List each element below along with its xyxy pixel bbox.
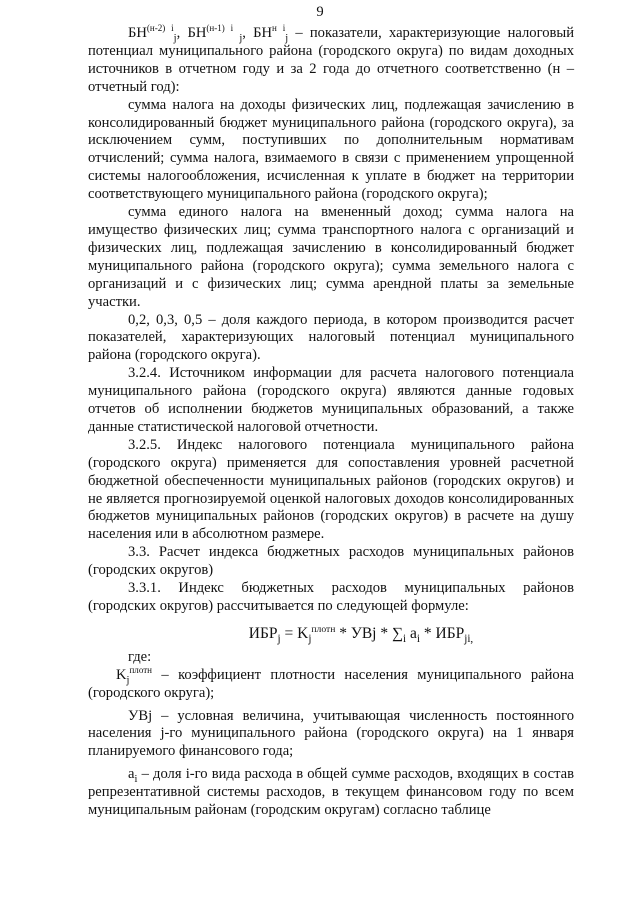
paragraph-period-shares: 0,2, 0,3, 0,5 – доля каждого периода, в котором производится расчет показателей, характеризующих налоговый потенциал муниципального района (городского округа).	[88, 311, 574, 364]
document-body	[88, 25, 574, 820]
symbol-bn-n1: $БН^{(н-1)}$ $^i$ $_j$	[187, 23, 243, 44]
paragraph-income-tax: сумма налога на доходы физических лиц, подлежащая зачислению в консолидированный бюджет муниципального района (городского округа), за исключением сумм, поступивших по дополнительным нормативам отчислений; сумма налога, взимаемого в связи с применением упрощенной системы налогообложения, исчисленная к уплате в бюджет на территории соответствующего муниципального района (городского округа);	[88, 96, 574, 203]
symbol-bn-n: $БН^н$ $^i_j$	[253, 23, 289, 44]
page-number: 9	[316, 4, 324, 20]
formula-ibr: $ИБР_j = K_j^{плотн}$ * УВj * $\sum_i$ $a_i * ИБР_{ji,}$	[248, 623, 474, 645]
paragraph-imputed-tax: сумма единого налога на вмененный доход; сумма налога на имущество физических лиц; сумма транспортного налога с организаций и физических лиц, подлежащая зачислению в консолидированный бюджет муниципального района (городского округа); сумма земельного налога с организаций и с физических лиц; сумма арендной платы за земельные участки.	[88, 204, 574, 310]
paragraph-3-3: 3.3. Расчет индекса бюджетных расходов муниципальных районов (городских округов)	[88, 544, 574, 579]
definition-density-coefficient: $K_j^{плотн}$ – коэффициент плотности населения муниципального района (городского округа);	[88, 664, 574, 701]
where-label: где:	[128, 648, 152, 665]
paragraph-3-2-5: 3.2.5. Индекс налогового потенциала муниципального района (городского округа) применяется для сопоставления уровней расчетной бюджетной обеспеченности муниципальных районов (городских округов) и не является прогнозируемой оценкой налоговых доходов консолидированных бюджетов муниципальных районов (городских округов) в расчете на душу населения или в абсолютном размере.	[88, 436, 574, 543]
definition-conditional-value: УВj – условная величина, учитывающая численность постоянного населения j-го муниципального района (городского округа) на 1 января планируемого финансового года;	[88, 707, 574, 760]
symbol-bn-n2: $БН^{(н-2)}$ $^i_j$	[128, 23, 177, 44]
paragraph-3-3-1: 3.3.1. Индекс бюджетных расходов муниципальных районов (городских округов) рассчитывается по следующей формуле:	[88, 580, 574, 614]
definition-expense-share: $a_i$ – доля i-го вида расхода в общей сумме расходов, входящих в состав репрезентативной системы расходов, в текущем финансовом году по всем муниципальным районам (городским округам) согласно таблице	[88, 766, 574, 819]
paragraph-3-2-4: 3.2.4. Источником информации для расчета налогового потенциала муниципального района (городского округа) являются данные годовых отчетов об исполнении бюджетов муниципальных образований, а также данные статистической налоговой отчетности.	[88, 365, 574, 435]
paragraph-tax-base-indicators: $БН^{(н-2)}$ $^i_j$, $БН^{(н-1)}$ $^i$ $_j$, $БН^н$ $^i_j$ – показатели, характеризующие налоговый потенциал муниципального района (городского округа) по видам доходных источников в отчетном году и за 2 года до отчетного соответственно (н – отчетный год):	[88, 23, 574, 95]
